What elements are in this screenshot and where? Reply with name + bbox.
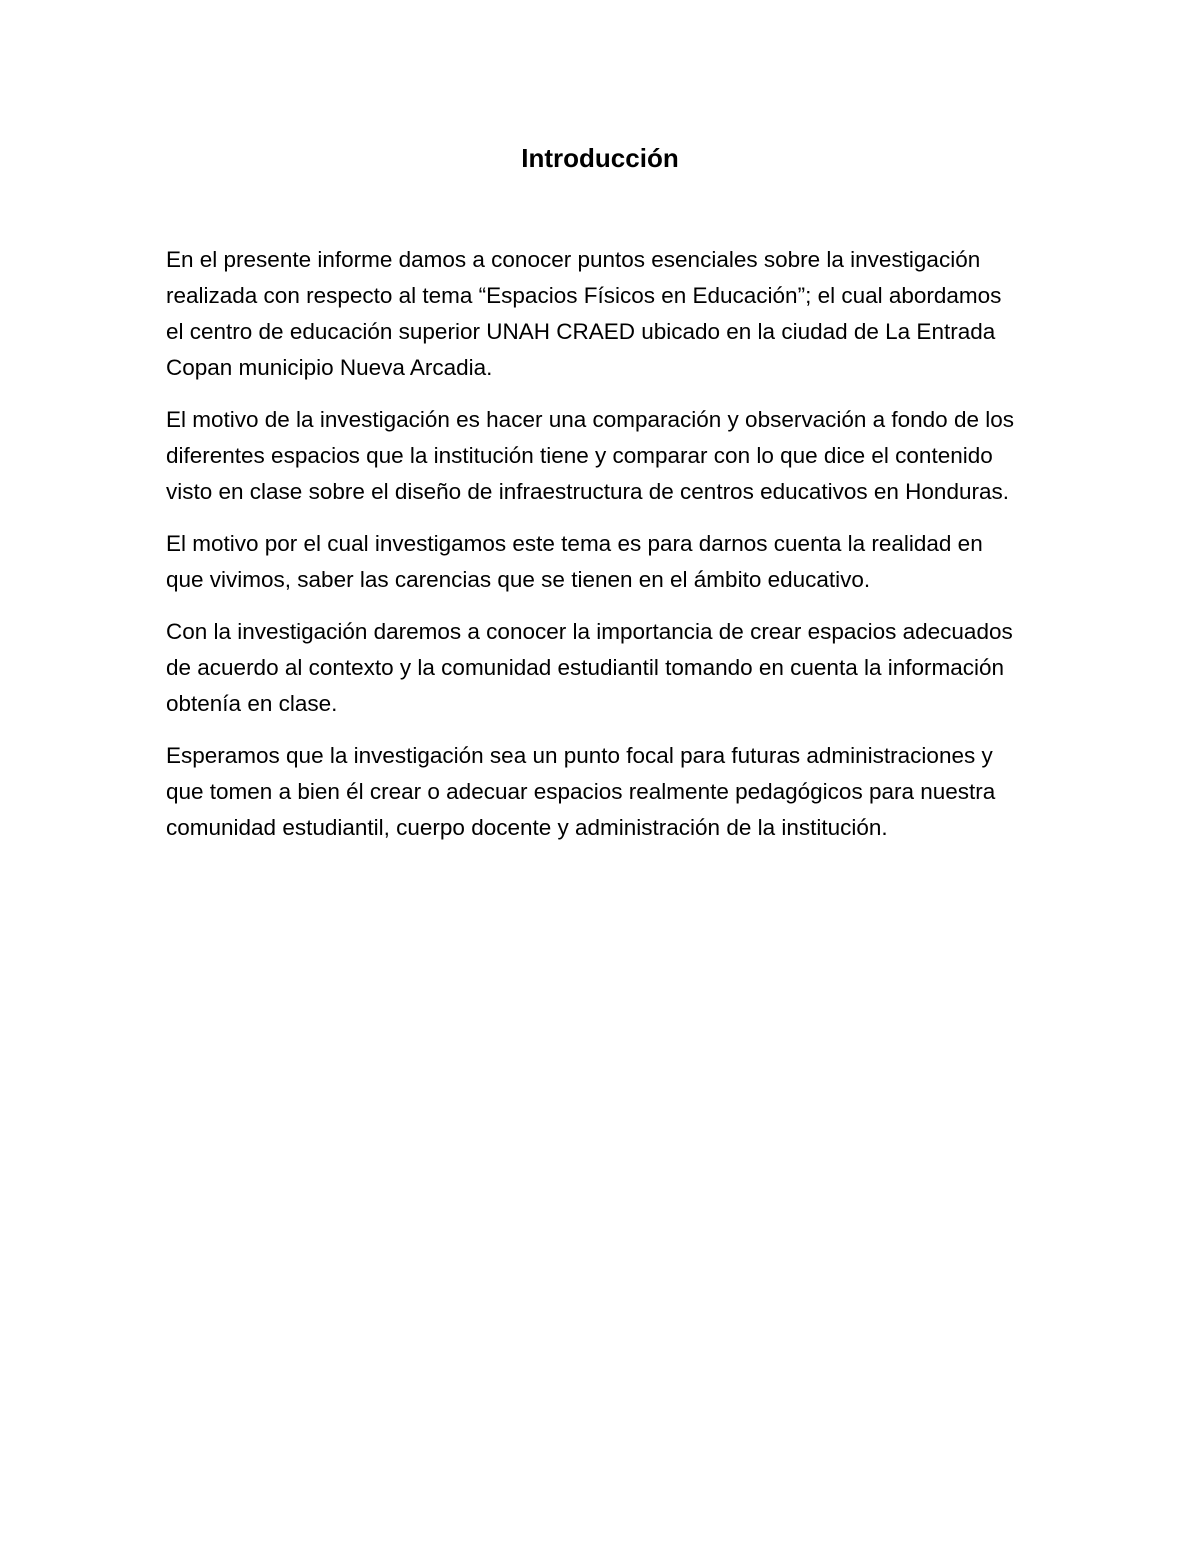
paragraph-5: Esperamos que la investigación sea un punto focal para futuras administraciones y que tomen a bien él crear o adecuar espacios realmente pedagógicos para nuestra comunidad estudiantil, cuerpo docente y administración de la institución.	[166, 743, 996, 840]
paragraph-4: Con la investigación daremos a conocer la importancia de crear espacios adecuados de acuerdo al contexto y la comunidad estudiantil tomando en cuenta la información obtenía en clase.	[166, 619, 1013, 716]
document-title: Introducción	[521, 143, 679, 173]
paragraph-3: El motivo por el cual investigamos este tema es para darnos cuenta la realidad en que vivimos, saber las carencias que se tienen en el ámbito educativo.	[166, 531, 983, 592]
paragraph-1: En el presente informe damos a conocer puntos esenciales sobre la investigación realizada con respecto al tema “Espacios Físicos en Educación”; el cual abordamos el centro de educación superior UNAH CRAED ubicado en la ciudad de La Entrada Copan municipio Nueva Arcadia.	[166, 247, 1002, 380]
document-body	[166, 242, 1022, 862]
paragraph-2: El motivo de la investigación es hacer una comparación y observación a fondo de los diferentes espacios que la institución tiene y comparar con lo que dice el contenido visto en clase sobre el diseño de infraestructura de centros educativos en Honduras.	[166, 407, 1014, 504]
